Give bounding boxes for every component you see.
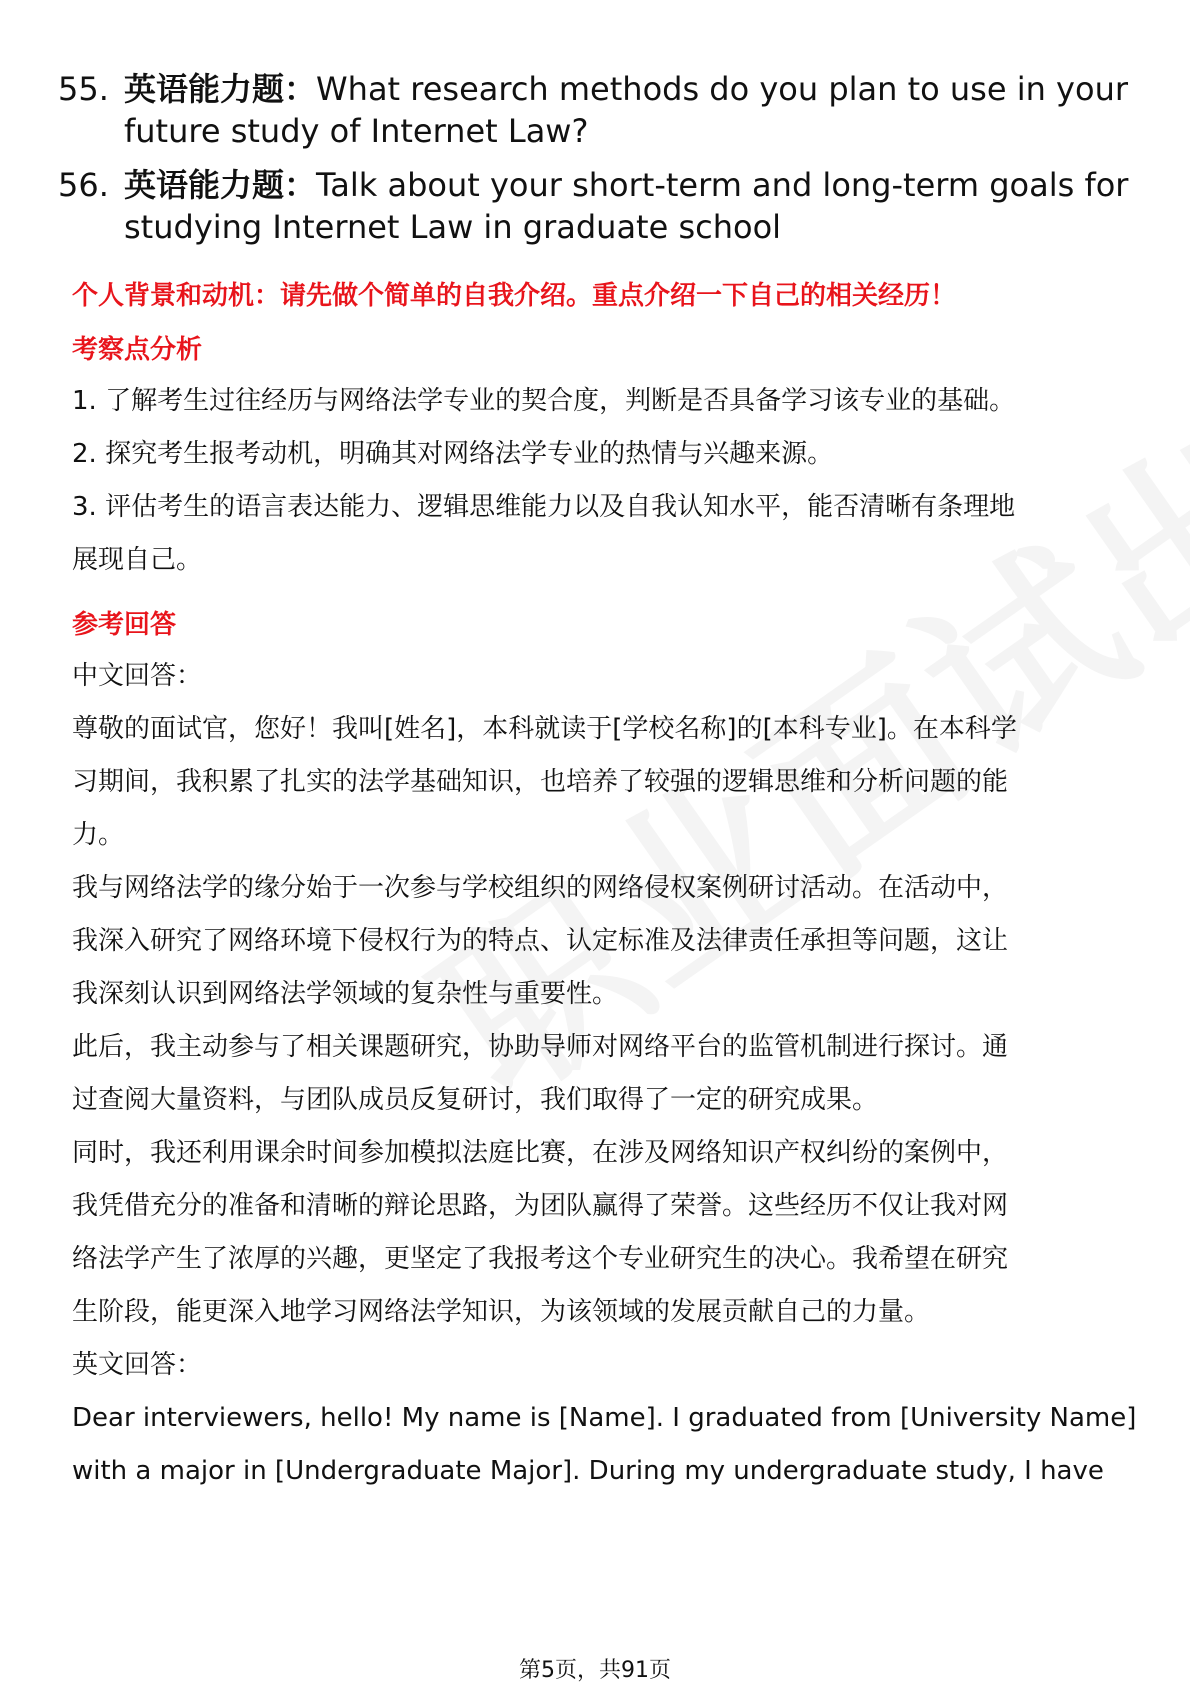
answer-line: 生阶段，能更深入地学习网络法学知识，为该领域的发展贡献自己的力量。 <box>72 1297 931 1327</box>
question-number: 55. <box>58 70 109 108</box>
answer-line: 尊敬的面试官，您好！我叫[姓名]，本科就读于[学校名称]的[本科专业]。在本科学 <box>72 714 1017 744</box>
question-tag: 英语能力题： <box>124 70 317 108</box>
answer-line: 同时，我还利用课余时间参加模拟法庭比赛，在涉及网络知识产权纠纷的案例中， <box>72 1138 1009 1168</box>
analysis-point: 3. 评估考生的语言表达能力、逻辑思维能力以及自我认知水平，能否清晰有条理地 <box>72 492 1016 522</box>
answer-line: 我与网络法学的缘分始于一次参与学校组织的网络侵权案例研讨活动。在活动中， <box>72 873 1009 903</box>
answer-line: with a major in [Undergraduate Major]. During my undergraduate study, I have <box>72 1456 1104 1486</box>
answer-line: 力。 <box>72 820 125 850</box>
analysis-point: 展现自己。 <box>72 545 203 575</box>
answer-line: Dear interviewers, hello! My name is [Name]. I graduated from [University Name] <box>72 1403 1137 1433</box>
answer-line: 络法学产生了浓厚的兴趣，更坚定了我报考这个专业研究生的决心。我希望在研究 <box>72 1244 1009 1274</box>
english-answer-label: 英文回答： <box>72 1350 203 1380</box>
answer-line: 此后，我主动参与了相关课题研究，协助导师对网络平台的监管机制进行探讨。通 <box>72 1032 1009 1062</box>
question-text: Talk about your short-term and long-term goals for studying Internet Law in graduate school <box>124 166 1129 246</box>
analysis-heading: 考察点分析 <box>72 335 203 365</box>
answer-line: 我深入研究了网络环境下侵权行为的特点、认定标准及法律责任承担等问题，这让 <box>72 926 1009 956</box>
answer-line: 我凭借充分的准备和清晰的辩论思路，为团队赢得了荣誉。这些经历不仅让我对网 <box>72 1191 1009 1221</box>
answer-line: 习期间，我积累了扎实的法学基础知识，也培养了较强的逻辑思维和分析问题的能 <box>72 767 1009 797</box>
chinese-answer-label: 中文回答： <box>72 661 203 691</box>
question-body <box>124 164 1184 248</box>
answer-line: 过查阅大量资料，与团队成员反复研讨，我们取得了一定的研究成果。 <box>72 1085 879 1115</box>
analysis-point: 2. 探究考生报考动机，明确其对网络法学专业的热情与兴趣来源。 <box>72 439 834 469</box>
question-tag: 英语能力题： <box>124 166 317 204</box>
page-footer: 第5页，共91页 <box>519 1658 671 1683</box>
question-body <box>124 68 1184 152</box>
analysis-point: 1. 了解考生过往经历与网络法学专业的契合度，判断是否具备学习该专业的基础。 <box>72 386 1016 416</box>
question-number: 56. <box>58 166 109 204</box>
answer-line: 我深刻认识到网络法学领域的复杂性与重要性。 <box>72 979 619 1009</box>
reference-heading: 参考回答 <box>72 610 177 640</box>
section-heading: 个人背景和动机：请先做个简单的自我介绍。重点介绍一下自己的相关经历！ <box>72 281 957 311</box>
question-text: What research methods do you plan to use in your future study of Internet Law? <box>124 70 1128 150</box>
